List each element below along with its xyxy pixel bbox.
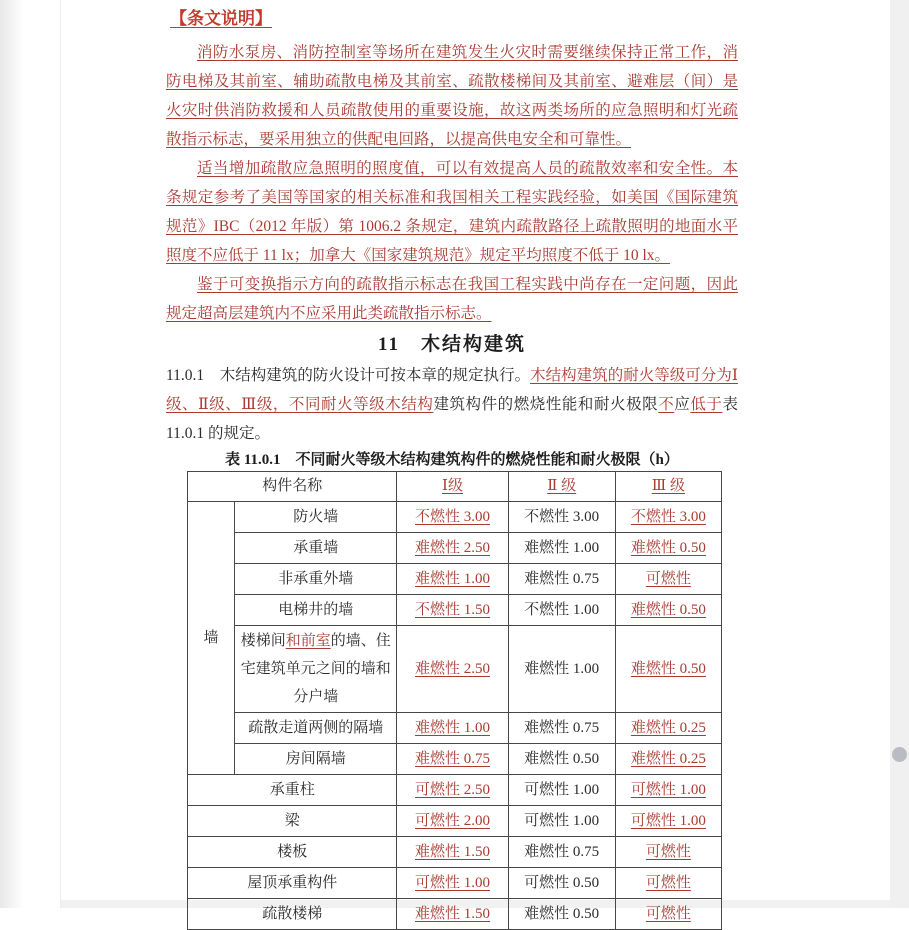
paragraph-illuminance: [166, 154, 738, 270]
grade-2-value-cell: [508, 595, 615, 626]
text-run: 可燃性 1.00: [524, 781, 600, 798]
grade-1-value-cell: [397, 626, 508, 713]
component-name-cell: [188, 868, 397, 899]
table-row: [188, 744, 722, 775]
paragraph-direction-signs: [166, 270, 738, 328]
text-run: 楼板: [277, 844, 308, 860]
text-run: 难燃性 1.00: [414, 719, 490, 736]
grade-1-value-cell: [397, 744, 508, 775]
col-header-grade-3: [615, 472, 721, 502]
col-header-grade-1: [397, 472, 508, 502]
table-row: [188, 868, 722, 899]
col-header-component-name: 构件名称: [188, 472, 397, 502]
grade-2-value-cell: [508, 744, 615, 775]
scrollbar-thumb[interactable]: [892, 747, 907, 762]
table-row: [188, 806, 722, 837]
text-run: 低于: [690, 396, 723, 413]
text-run: 难燃性 1.00: [414, 570, 490, 587]
table-row: [188, 626, 722, 713]
text-run: 屋顶承重构件: [247, 875, 338, 891]
grade-3-value-cell: [615, 837, 721, 868]
component-name-cell: [235, 564, 397, 595]
text-run: 疏散楼梯: [262, 906, 323, 922]
text-run: 和前室: [285, 633, 331, 649]
text-run: 难燃性 2.50: [414, 660, 490, 677]
text-run: 不燃性 3.00: [524, 508, 600, 525]
text-run: 疏散走道两侧的隔墙: [248, 720, 384, 736]
grade-3-value-cell: [615, 806, 721, 837]
fire-rating-table: [187, 471, 722, 930]
text-run: 房间隔墙: [285, 751, 346, 767]
text-run: 不燃性 1.50: [414, 601, 490, 618]
component-name-cell: [188, 806, 397, 837]
text-run: 难燃性 0.75: [414, 750, 490, 767]
grade-1-value-cell: [397, 533, 508, 564]
grade-3-value-cell: [615, 533, 721, 564]
grade-3-value-cell: [615, 868, 721, 899]
component-name-cell: [188, 899, 397, 930]
grade-1-value-cell: [397, 775, 508, 806]
text-run: 难燃性 0.75: [524, 843, 600, 860]
text-run: 梁: [284, 813, 300, 829]
text-run: 适当增加疏散应急照明的照度值，可以有效提高人员的疏散效率和安全性。本条规定参考了美国等国家的相关标准和我国相关工程实践经验，如美国《国际建筑规范》IBC（2012 年版）第 1006.2 条规定，建筑内疏散路径上疏散照明的地面水平照度不应低于 11 lx；加拿大《国家建筑规范》规定平均照度不低于 10 lx。: [166, 160, 738, 264]
component-name-cell: [235, 595, 397, 626]
text-run: 电梯井的墙: [278, 602, 354, 618]
chapter-heading: 11 木结构建筑: [378, 334, 526, 355]
text-run: 不燃性 3.00: [630, 508, 706, 525]
grade-3-value-cell: [615, 564, 721, 595]
text-run: 难燃性 0.50: [524, 750, 600, 767]
text-run: 非承重外墙: [278, 571, 354, 587]
text-run: 应: [674, 396, 691, 413]
text-run: 难燃性 1.00: [524, 539, 600, 556]
text-run: 鉴于可变换指示方向的疏散指示标志在我国工程实践中尚存在一定问题，因此规定超高层建筑内不应采用此类疏散指示标志。: [166, 276, 738, 322]
text-run: 难燃性 0.75: [524, 570, 600, 587]
text-run: 难燃性 0.25: [630, 750, 706, 767]
text-run: 表 11.0.1 的规定。: [166, 396, 738, 442]
text-run: 11.0.1 木结构建筑的防火设计可按本章的规定执行。: [166, 367, 531, 384]
table-row: [188, 713, 722, 744]
paragraph-fire-pump-rooms: [166, 38, 738, 154]
text-run: 难燃性 0.50: [630, 601, 706, 618]
grade-2-value-cell: [508, 775, 615, 806]
grade-2-value-cell: [508, 899, 615, 930]
text-run: 可燃性 1.00: [630, 812, 706, 829]
col-header-grade-2: [508, 472, 615, 502]
text-run: 防火墙: [293, 509, 339, 525]
text-run: 可燃性: [645, 570, 691, 587]
document-page: [166, 6, 738, 930]
grade-1-value-cell: [397, 595, 508, 626]
fire-rating-table-body: [188, 472, 722, 930]
table-row: [188, 595, 722, 626]
text-run: 建筑构件的燃烧性能和耐火极限: [433, 396, 659, 413]
text-run: 楼梯间: [240, 633, 286, 649]
grade-1-value-cell: [397, 502, 508, 533]
text-run: 可燃性: [645, 905, 691, 922]
grade-3-value-cell: [615, 502, 721, 533]
text-run: 难燃性 1.50: [414, 843, 490, 860]
text-run: 不: [658, 396, 675, 413]
grade-2-value-cell: [508, 806, 615, 837]
text-run: 消防水泵房、消防控制室等场所在建筑发生火灾时需要继续保持正常工作，消防电梯及其前室、辅助疏散电梯及其前室、疏散楼梯间及其前室、避难层（间）是火灾时供消防救援和人员疏散使用的重要设施，故这两类场所的应急照明和灯光疏散指示标志，要采用独立的供配电回路，以提高供电安全和可靠性。: [166, 44, 738, 148]
text-run: 不燃性 3.00: [414, 508, 490, 525]
grade-2-value-cell: [508, 868, 615, 899]
grade-1-value-cell: [397, 713, 508, 744]
text-run: Ⅰ级: [442, 478, 463, 494]
text-run: 可燃性 1.00: [524, 812, 600, 829]
text-run: 承重墙: [293, 540, 339, 556]
text-run: 可燃性 2.50: [414, 781, 490, 798]
table-row: [188, 564, 722, 595]
table-row: [188, 533, 722, 564]
text-run: 不燃性 1.00: [524, 601, 600, 618]
component-name-cell: [188, 837, 397, 868]
component-name-cell: [235, 713, 397, 744]
page-left-shadow: [0, 0, 24, 908]
component-name-cell: [188, 775, 397, 806]
grade-2-value-cell: [508, 533, 615, 564]
text-run: Ⅱ 级: [547, 478, 577, 494]
table-row: [188, 899, 722, 930]
table-row: [188, 502, 722, 533]
grade-2-value-cell: [508, 837, 615, 868]
wall-group-label-cell: [188, 502, 235, 775]
grade-2-value-cell: [508, 713, 615, 744]
table-row: [188, 837, 722, 868]
text-run: 承重柱: [269, 782, 315, 798]
text-run: 可燃性: [645, 843, 691, 860]
text-run: 难燃性 0.50: [630, 539, 706, 556]
grade-1-value-cell: [397, 899, 508, 930]
text-run: 可燃性 0.50: [524, 874, 600, 891]
component-name-cell: [235, 533, 397, 564]
component-name-cell: [235, 502, 397, 533]
text-run: 可燃性 2.00: [414, 812, 490, 829]
component-name-cell: [235, 626, 397, 713]
grade-2-value-cell: [508, 564, 615, 595]
table-caption: 表 11.0.1 不同耐火等级木结构建筑构件的燃烧性能和耐火极限（h）: [225, 452, 679, 468]
text-run: 难燃性 0.50: [630, 660, 706, 677]
text-run: 难燃性 0.75: [524, 719, 600, 736]
text-run: 难燃性 2.50: [414, 539, 490, 556]
grade-1-value-cell: [397, 837, 508, 868]
right-gutter: [890, 0, 909, 908]
component-name-cell: [235, 744, 397, 775]
grade-1-value-cell: [397, 564, 508, 595]
grade-3-value-cell: [615, 775, 721, 806]
text-run: 难燃性 1.50: [414, 905, 490, 922]
section-label: 【条文说明】: [170, 9, 272, 28]
text-run: 可燃性: [645, 874, 691, 891]
grade-2-value-cell: [508, 626, 615, 713]
grade-3-value-cell: [615, 713, 721, 744]
text-run: 可燃性 1.00: [414, 874, 490, 891]
page-left-divider: [60, 0, 61, 908]
text-run: 墙: [203, 629, 219, 646]
text-run: 难燃性 1.00: [524, 660, 600, 677]
grade-1-value-cell: [397, 868, 508, 899]
table-header-row: [188, 472, 722, 502]
text-run: 难燃性 0.50: [524, 905, 600, 922]
text-run: 木结构建筑的耐火等级可分为Ⅰ级、Ⅱ级、Ⅲ级，不同耐火等级木结构: [166, 367, 738, 413]
text-run: 的墙、住宅建筑单元之间的墙和分户墙: [240, 633, 391, 705]
text-run: 难燃性 0.25: [630, 719, 706, 736]
table-row: [188, 775, 722, 806]
clause-11-0-1: [166, 361, 738, 448]
grade-3-value-cell: [615, 744, 721, 775]
grade-2-value-cell: [508, 502, 615, 533]
text-run: Ⅲ 级: [651, 478, 685, 494]
grade-3-value-cell: [615, 626, 721, 713]
grade-3-value-cell: [615, 595, 721, 626]
grade-3-value-cell: [615, 899, 721, 930]
text-run: 可燃性 1.00: [630, 781, 706, 798]
grade-1-value-cell: [397, 806, 508, 837]
